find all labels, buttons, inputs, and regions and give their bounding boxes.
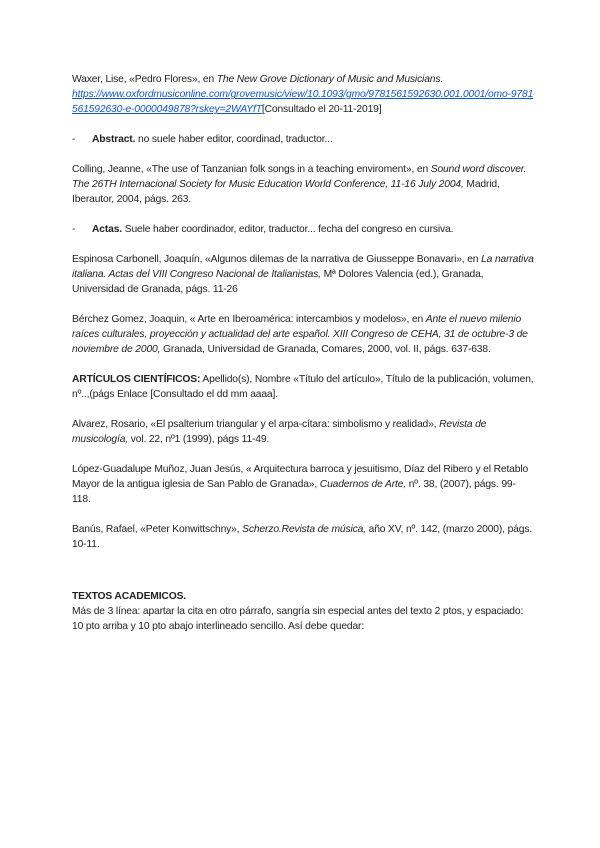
reference-author: Alvarez, Rosario, «El psalterium triangular y el arpa-cítara: simbolismo y realidad»,: [72, 418, 440, 430]
reference-publication: vol. 22, nº1 (1999), págs 11-49.: [128, 433, 270, 445]
note-label: Abstract.: [92, 134, 136, 146]
reference-publication: Granada, Universidad de Granada, Comares, 2000, vol. II, págs. 637-638.: [160, 344, 491, 356]
reference-publication: nº. 38, (2007), págs. 99-118.: [72, 478, 516, 506]
section-format: Apellido(s), Nombre «Título del artículo», Título de la publicación, volumen, nº..,(págs Enlace [Consultado el dd mm aaaa].: [72, 373, 534, 401]
reference-publication: año XV, nº. 142, (marzo 2000), págs. 10-11.: [72, 523, 533, 550]
note-abstract: [72, 132, 534, 147]
reference-espinosa: [72, 252, 534, 298]
note-label: Actas.: [92, 223, 123, 235]
reference-work-title: Ante el nuevo milenio raíces culturales, proyección y actualidad del arte español. XIII Congreso de CEHA, 31 de octubre-3 de noviembre de 2000,: [72, 313, 528, 356]
reference-publication: Madrid, Iberautor, 2004, págs. 263.: [72, 179, 500, 206]
reference-alvarez: [72, 417, 534, 447]
reference-lopez: [72, 462, 534, 508]
section-textos-academicos: [72, 589, 534, 635]
reference-journal: Cuadernos de Arte,: [319, 478, 406, 490]
section-articulos-cientificos: [72, 372, 534, 402]
reference-author: Colling, Jeanne, «The use of Tanzanian folk songs in a teaching enviroment», en: [72, 163, 431, 175]
reference-journal: Revista de musicología,: [72, 418, 487, 445]
section-body: Más de 3 línea: apartar la cita en otro párrafo, sangría sin especial antes del texto 2 ptos, y espaciado: 10 pto arriba y 10 pto abajo interlineado sencillo. Así debe quedar:: [72, 605, 524, 633]
reference-author: Banús, Rafael, «Peter Konwittschny»,: [72, 523, 243, 535]
reference-url-link[interactable]: https://www.oxfordmusiconline.com/grovemusic/view/10.1093/gmo/9781561592630.001.0001/omo-9781561592630-e-0000049878?rskey=2WAYfT: [72, 89, 534, 116]
reference-banus: [72, 522, 534, 552]
reference-berchez: [72, 312, 534, 358]
reference-publication: Mª Dolores Valencia (ed.), Granada, Universidad de Granada, págs. 11-26: [72, 268, 484, 296]
bullet-dash: -: [72, 223, 76, 235]
section-heading: TEXTOS ACADEMICOS.: [72, 590, 187, 602]
note-text: Suele haber coordinador, editor, traductor... fecha del congreso en cursiva.: [122, 223, 454, 235]
reference-consulted: [Consultado el 20-11-2019]: [261, 104, 382, 116]
reference-colling: [72, 162, 534, 208]
reference-author: López-Guadalupe Muñoz, Juan Jesús, « Arquitectura barroca y jesuitismo, Díaz del Ribero y el Retablo Mayor de la antigua iglesia de San Pablo de Granada»,: [72, 463, 529, 490]
reference-waxer: [72, 72, 534, 118]
document-body: [72, 72, 534, 634]
reference-author: Espinosa Carbonell, Joaquín, «Algunos dilemas de la narrativa de Giusseppe Bonavari», en: [72, 253, 482, 265]
note-actas: [72, 222, 534, 237]
reference-work-title: Sound word discover. The 26TH Internacional Society for Music Education World Conference, 11-16 July 2004,: [72, 163, 527, 191]
section-label: ARTÍCULOS CIENTÍFICOS:: [72, 373, 201, 385]
bullet-dash: -: [72, 134, 76, 146]
reference-author: Bérchez Gomez, Joaquin, « Arte en Iberoamérica: intercambios y modelos», en: [72, 313, 426, 325]
reference-work-title: The New Grove Dictionary of Music and Musicians.: [216, 74, 444, 85]
blank-space: [72, 567, 534, 589]
reference-author: Waxer, Lise, «Pedro Flores», en: [72, 74, 217, 85]
reference-journal: Scherzo.Revista de música,: [242, 523, 366, 535]
reference-work-title: La narrativa italiana. Actas del VIII Congreso Nacional de Italianistas,: [72, 253, 534, 280]
note-text: no suele haber editor, coordinad, traductor...: [135, 134, 333, 146]
